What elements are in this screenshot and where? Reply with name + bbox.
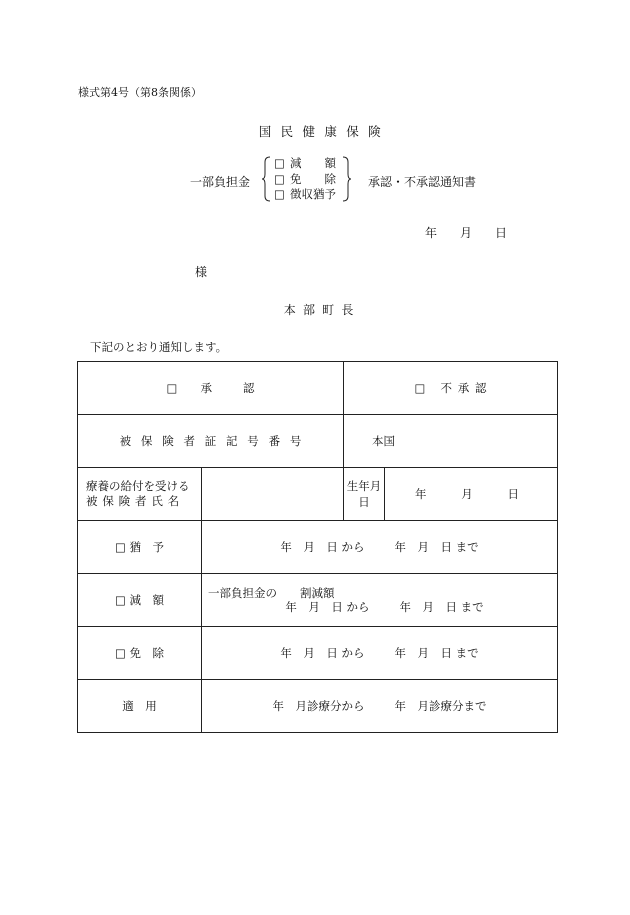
intro-text: 下記のとおり通知します。 xyxy=(90,340,228,354)
dob-value-cell[interactable] xyxy=(385,468,558,521)
exempt-label: □ 免 除 xyxy=(114,646,165,660)
notice-prefix: 一部負担金 xyxy=(190,175,251,189)
form-number: 様式第4号（第8条関係） xyxy=(78,86,202,99)
exempt-to: 年 月 日 まで xyxy=(394,646,479,660)
document-title: 国民健康保険 xyxy=(258,124,390,139)
exempt-label-cell[interactable] xyxy=(78,627,202,680)
disapprove-label: □ 不承認 xyxy=(414,381,493,395)
table-row xyxy=(78,680,558,733)
date-month: 月 xyxy=(459,226,472,240)
notice-table xyxy=(77,361,558,733)
option-exempt[interactable] xyxy=(274,172,336,188)
option-defer[interactable] xyxy=(274,187,336,203)
approve-cell[interactable] xyxy=(78,362,344,415)
checkbox-icon: □ xyxy=(274,156,285,170)
table-row xyxy=(78,574,558,627)
date-year: 年 xyxy=(425,226,438,240)
dob-year: 年 xyxy=(415,487,427,501)
table-row xyxy=(78,362,558,415)
reduce-label: □ 減 額 xyxy=(114,593,165,607)
defer-label-cell[interactable] xyxy=(78,521,202,574)
patient-name-value-cell[interactable] xyxy=(202,468,344,521)
issuer: 本部町長 xyxy=(283,303,361,317)
left-brace xyxy=(262,156,271,202)
issue-date xyxy=(425,224,507,241)
reduce-period-cell[interactable] xyxy=(202,574,558,627)
apply-from: 年 月診療分から xyxy=(272,699,365,713)
defer-period-cell[interactable] xyxy=(202,521,558,574)
insured-number-value: 本国 xyxy=(372,434,396,448)
right-brace xyxy=(342,156,351,202)
insured-number-value-cell[interactable] xyxy=(344,415,558,468)
apply-label: 適 用 xyxy=(122,699,157,713)
apply-period-cell[interactable] xyxy=(202,680,558,733)
dob-label-cell xyxy=(344,468,385,521)
option-reduce[interactable] xyxy=(274,156,336,172)
table-row xyxy=(78,415,558,468)
defer-from: 年 月 日 から xyxy=(280,540,365,554)
reduce-description: 一部負担金の 割減額 xyxy=(208,586,335,600)
notice-options xyxy=(274,156,336,203)
table-row xyxy=(78,521,558,574)
exempt-period-cell[interactable] xyxy=(202,627,558,680)
dob-day: 日 xyxy=(507,487,520,501)
insured-number-label: 被保険者証記号番号 xyxy=(119,434,312,448)
option-label: 徴収猶予 xyxy=(290,187,336,201)
defer-to: 年 月 日 まで xyxy=(394,540,479,554)
checkbox-icon: □ xyxy=(274,171,285,186)
defer-label: □ 猶 予 xyxy=(114,540,165,554)
dob-month: 月 xyxy=(461,487,473,501)
reduce-label-cell[interactable] xyxy=(78,574,202,627)
reduce-to: 年 月 日 まで xyxy=(399,600,484,614)
dob-label: 生年月日 xyxy=(346,479,382,509)
patient-name-label-cell xyxy=(78,468,202,521)
reduce-from: 年 月 日 から xyxy=(285,600,370,614)
patient-name-label-line2: 被保険者氏名 xyxy=(86,494,184,508)
exempt-from: 年 月 日 から xyxy=(280,646,365,660)
apply-label-cell xyxy=(78,680,202,733)
table-row xyxy=(78,627,558,680)
disapprove-cell[interactable] xyxy=(344,362,558,415)
patient-name-label-line1: 療養の給付を受ける xyxy=(86,479,190,493)
recipient-suffix: 様 xyxy=(195,265,208,279)
approve-label: □ 承 認 xyxy=(166,381,265,395)
apply-to: 年 月診療分まで xyxy=(394,699,487,713)
option-label: 免除 xyxy=(290,171,336,186)
option-label: 減額 xyxy=(290,156,336,170)
insured-number-label-cell xyxy=(78,415,344,468)
checkbox-icon: □ xyxy=(274,187,285,201)
table-row xyxy=(78,468,558,521)
date-day: 日 xyxy=(494,226,507,240)
notice-suffix: 承認・不承認通知書 xyxy=(368,175,477,189)
